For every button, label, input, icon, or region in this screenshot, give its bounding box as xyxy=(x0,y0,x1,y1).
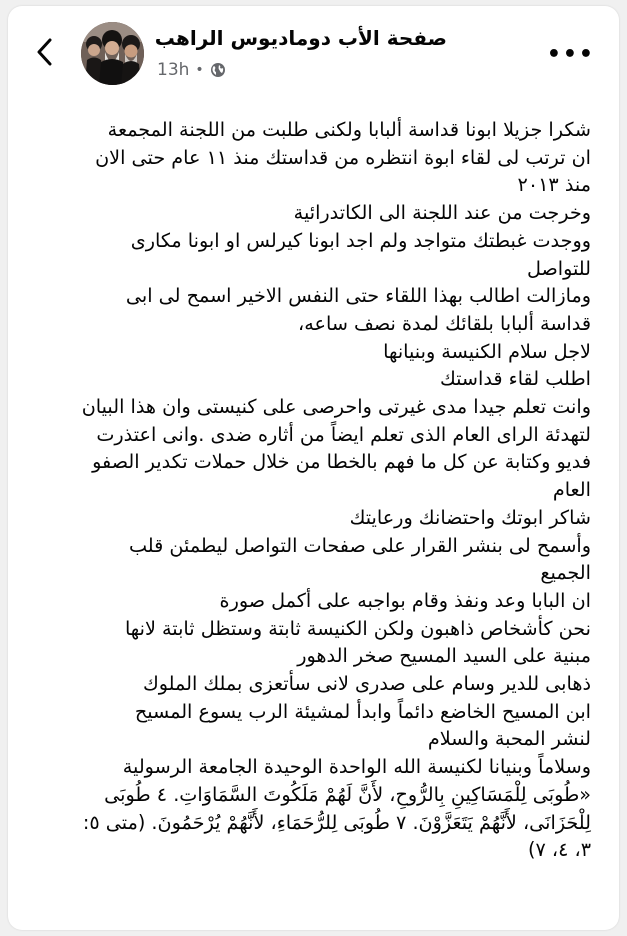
post-line: «طُوبَى لِلْمَسَاكِينِ بِالرُّوحِ، لأَنَّ لَهُمْ مَلَكُوتَ السَّمَاوَاتِ. ٤ طُوبَى xyxy=(104,782,591,806)
post-line: وخرجت من عند اللجنة الى الكاتدرائية xyxy=(293,201,591,225)
post-line: ٣، ٤، ٧) xyxy=(527,838,591,862)
post-line: لاجل سلام الكنيسة وبنيانها xyxy=(383,339,591,363)
post-line: ذهابى للدير وسام على صدرى لانى سأتعزى بملك الملوك xyxy=(142,672,591,696)
page-name[interactable]: صفحة الأب دوماديوس الراهب xyxy=(154,26,447,50)
post-line: لتهدئة الراى العام الذى تعلم ايضاً من أثاره ضدى .وانى اعتذرت xyxy=(96,422,591,446)
post-line: اطلب لقاء قداستك xyxy=(439,367,591,391)
post-text xyxy=(38,116,591,864)
post-meta xyxy=(157,60,226,80)
post-line: شكرا جزيلا ابونا قداسة ألبابا ولكنى طلبت من اللجنة المجمعة xyxy=(107,118,591,141)
post-line: وأسمح لى بنشر القرار على صفحات التواصل ليطمئن قلب xyxy=(128,533,591,557)
post-line: شاكر ابوتك واحتضانك ورعايتك xyxy=(349,505,591,529)
post-line: وانت تعلم جيدا مدى غيرتى واحرصى على كنيستى وان هذا البيان xyxy=(81,395,591,419)
post-line: العام xyxy=(552,478,591,502)
post-line: نحن كأشخاص ذاهبون ولكن الكنيسة ثابتة وستظل ثابتة لانها xyxy=(124,616,591,640)
post-line: ان البابا وعد ونفذ وقام بواجبه على أكمل صورة xyxy=(219,588,591,612)
post-line: وسلاماً وبنيانا لكنيسة الله الواحدة الوحيدة الجامعة الرسولية xyxy=(122,755,591,779)
post-line: ابن المسيح الخاضع دائماً وابدأ لمشيئة الرب يسوع المسيح xyxy=(134,699,591,723)
avatar[interactable] xyxy=(81,22,144,85)
post-line: قداسة ألبابا بلقائك لمدة نصف ساعه، xyxy=(298,311,591,335)
post-line: للتواصل xyxy=(526,256,591,280)
timestamp[interactable]: 13h xyxy=(157,60,190,80)
post-line: ومازالت اطالب بهذا اللقاء حتى النفس الاخير اسمح لى ابى xyxy=(125,284,591,308)
post-line: مبنية على السيد المسيح صخر الدهور xyxy=(297,644,591,668)
avatar-photo-icon xyxy=(81,22,144,85)
chevron-left-icon xyxy=(36,38,52,66)
post-line: لِلْحَزَانَى، لأَنَّهُمْ يَتَعَزَّوْنَ. ٧ طُوبَى لِلرُّحَمَاءِ، لأَنَّهُمْ يُرْحَمُونَ. (متى ٥: xyxy=(82,810,591,834)
post-line: فديو وكتابة عن كل ما فهم بالخطا من خلال حملات تكدير الصفو xyxy=(92,450,591,474)
post-line: ووجدت غبطتك متواجد ولم اجد ابونا كيرلس او ابونا مكارى xyxy=(130,228,591,252)
post-header xyxy=(8,6,619,90)
post-line: منذ ٢٠١٣ xyxy=(517,173,591,197)
post-line: ان ترتب لى لقاء ابوة انتظره من قداستك منذ ١١ عام حتى الان xyxy=(95,145,591,169)
more-options-button[interactable]: ••• xyxy=(546,42,595,67)
post-card xyxy=(8,6,619,930)
post-line: الجميع xyxy=(540,561,591,585)
back-button[interactable] xyxy=(30,34,58,70)
meta-separator: • xyxy=(195,62,204,78)
globe-icon[interactable] xyxy=(210,62,226,78)
post-line: لنشر المحبة والسلام xyxy=(427,727,591,751)
